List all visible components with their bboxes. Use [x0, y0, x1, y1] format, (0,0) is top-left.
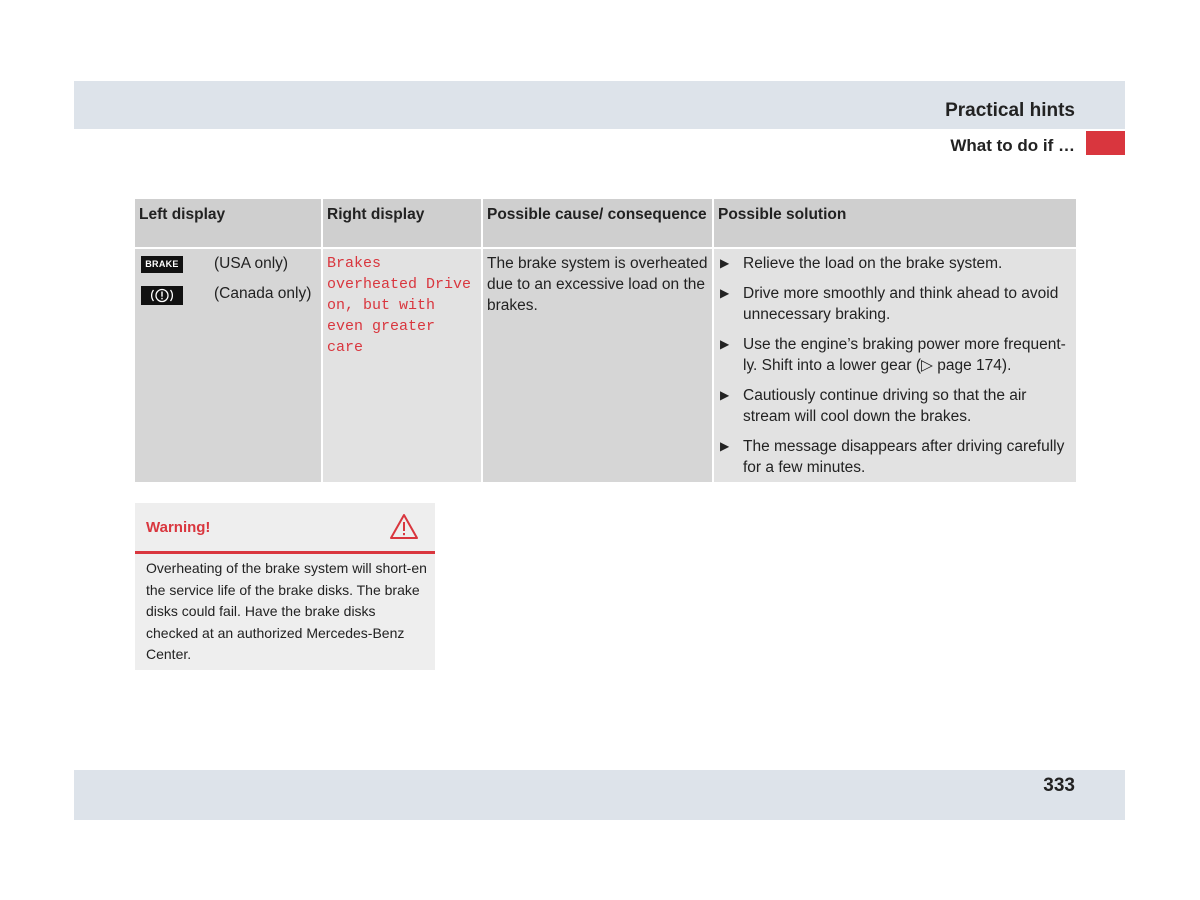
section-tab-marker [1086, 131, 1125, 155]
left-display-canada [139, 283, 317, 313]
list-item: ▶ Drive more smoothly and think ahead to avoid unnecessary braking. [720, 285, 1059, 323]
left-display-cell [135, 249, 321, 482]
solution-cell [714, 249, 1076, 482]
table-header-left-display: Left display [135, 199, 321, 247]
warning-title: Warning! [146, 519, 211, 536]
brake-indicator-icon: BRAKE [141, 256, 183, 273]
list-item: ▶ Cautiously continue driving so that the air stream will cool down the brakes. [720, 387, 1027, 425]
cause-cell [483, 249, 712, 482]
bullet-arrow-icon: ▶ [720, 388, 730, 402]
footer-band [74, 770, 1125, 820]
left-display-usa-label: (USA only) [214, 255, 289, 272]
bullet-arrow-icon: ▶ [720, 286, 730, 300]
section-title: Practical hints [945, 100, 1075, 121]
bullet-arrow-icon: ▶ [720, 337, 730, 351]
bullet-arrow-icon: ▶ [720, 439, 730, 453]
list-item: ▶ The message disappears after driving carefully for a few minutes. [720, 438, 1065, 476]
table-header-cause: Possible cause/ consequence [483, 199, 712, 247]
table-header-solution: Possible solution [714, 199, 1076, 247]
display-message-table [135, 199, 1076, 482]
warning-box [135, 503, 435, 670]
cause-text: The brake system is overheated due to an excessive load on the brakes. [487, 255, 708, 314]
bullet-arrow-icon: ▶ [720, 256, 730, 270]
right-display-message: Brakes overheated Drive on, but with even greater care [327, 255, 472, 356]
left-display-canada-label: (Canada only) [214, 285, 312, 302]
warning-triangle-icon [389, 513, 419, 545]
solution-list [718, 253, 1072, 478]
section-subtitle: What to do if … [950, 136, 1075, 155]
right-display-cell [323, 249, 481, 482]
left-display-usa [139, 253, 317, 283]
table-header-right-display: Right display [323, 199, 481, 247]
warning-text: Overheating of the brake system will short-en the service life of the brake disks. The brake disks could fail. Have the brake disks checked at an authorized Mercedes-Benz Center. [146, 560, 427, 662]
warning-divider [135, 551, 435, 554]
brake-warning-circle-icon [141, 286, 183, 305]
list-item: ▶ Relieve the load on the brake system. [720, 255, 1003, 272]
page-number: 333 [1043, 775, 1075, 796]
list-item: ▶ Use the engine’s braking power more frequent-ly. Shift into a lower gear (▷ page 174). [720, 336, 1066, 374]
